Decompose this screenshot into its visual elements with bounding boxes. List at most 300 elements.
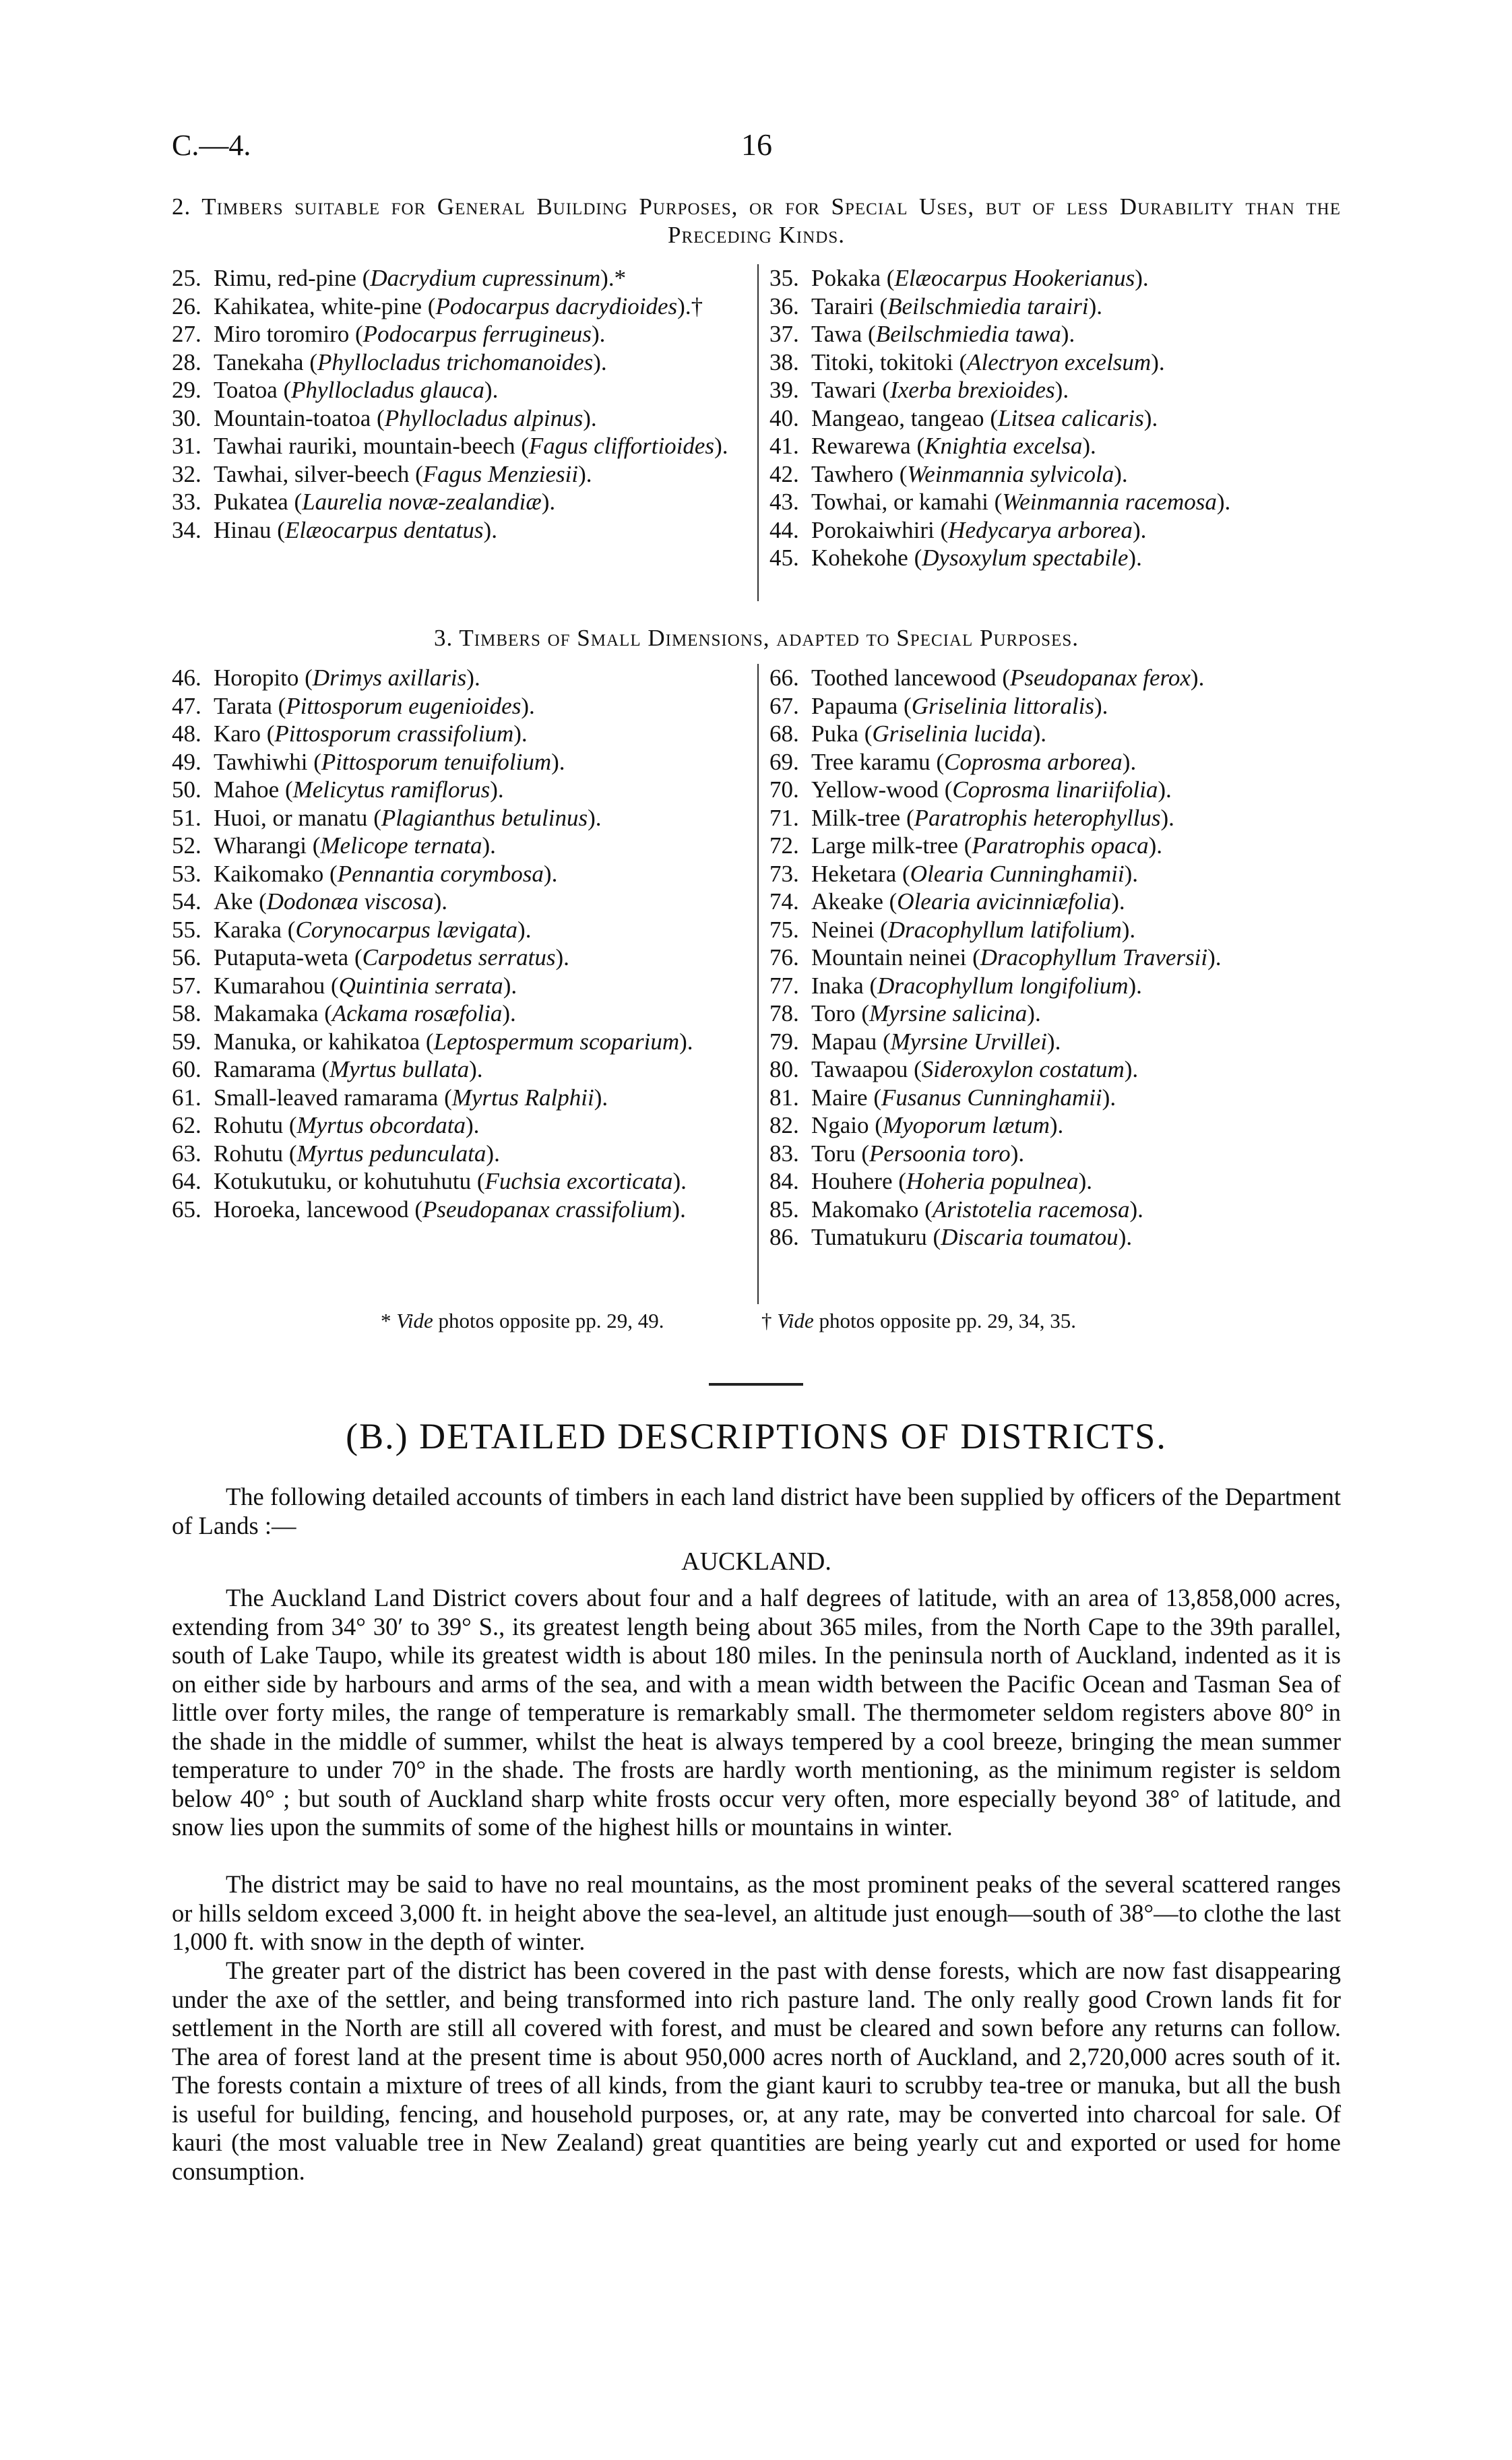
timber-entry: 42. Tawhero (Weinmannia sylvicola). [769, 460, 1128, 487]
entry-number: 37. [769, 321, 799, 347]
entry-suffix: . [600, 348, 607, 375]
common-name: Large milk-tree [811, 832, 958, 859]
timber-entry: 65. Horoeka, lancewood (Pseudopanax crassifolium). [172, 1196, 686, 1223]
common-name: Heketara [811, 860, 897, 887]
entry-suffix: . [473, 1112, 480, 1138]
scientific-name: Myrtus pedunculata [296, 1140, 486, 1167]
common-name: Akeake [811, 888, 883, 915]
entry-suffix: . [521, 720, 528, 747]
entry-number: 78. [769, 1000, 799, 1026]
entry-number: 27. [172, 321, 201, 347]
section-rule [709, 1383, 803, 1386]
common-name: Papauma [811, 692, 898, 719]
entry-number: 77. [769, 972, 799, 999]
timber-entry: 70. Yellow-wood (Coprosma linariifolia). [769, 776, 1172, 803]
timber-entry: 39. Tawari (Ixerba brexioides). [769, 377, 1069, 403]
entry-number: 57. [172, 972, 201, 999]
timber-entry: 85. Makomako (Aristotelia racemosa). [769, 1196, 1143, 1223]
common-name: Milk-tree [811, 804, 901, 831]
scientific-name: Podocarpus dacrydioides [435, 293, 678, 319]
scientific-name: Phyllocladus trichomanoides [317, 348, 594, 375]
common-name: Hinau [214, 516, 272, 543]
entry-suffix: . [1034, 1000, 1041, 1026]
common-name: Tarairi [811, 293, 874, 319]
common-name: Tumatukuru [811, 1224, 927, 1250]
entry-suffix: .* [608, 265, 627, 291]
entry-number: 80. [769, 1056, 799, 1082]
timber-entry: 31. Tawhai rauriki, mountain-beech (Fagus cliffortioides). [172, 433, 728, 459]
common-name: Rohutu [214, 1140, 284, 1167]
common-name: Tawari [811, 377, 877, 403]
common-name: Mountain neinei [811, 944, 967, 971]
entry-number: 75. [769, 916, 799, 943]
entry-suffix: . [1119, 888, 1125, 915]
scientific-name: Discaria toumatou [941, 1224, 1119, 1250]
entry-suffix: . [497, 776, 504, 803]
entry-suffix: . [1137, 1196, 1143, 1223]
entry-suffix: . [680, 1196, 686, 1223]
common-name: Pokaka [811, 265, 881, 291]
entry-number: 61. [172, 1084, 201, 1111]
scientific-name: Paratrophis heterophyllus [914, 804, 1161, 831]
section-2-heading: 2. Timbers suitable for General Building Purposes, or for Special Uses, but of less Durability than the Preceding Kinds. [172, 193, 1341, 248]
scientific-name: Pseudopanax ferox [1009, 665, 1191, 691]
timber-entry: 66. Toothed lancewood (Pseudopanax ferox). [769, 665, 1205, 691]
timber-entry: 59. Manuka, or kahikatoa (Leptospermum scoparium). [172, 1028, 693, 1055]
scientific-name: Fusanus Cunninghamii [881, 1084, 1102, 1111]
entry-suffix: . [1121, 460, 1128, 487]
timber-entry: 53. Kaikomako (Pennantia corymbosa). [172, 860, 558, 887]
entry-suffix: . [1136, 972, 1142, 999]
common-name: Kotukutuku, or kohutuhutu [214, 1168, 472, 1194]
entry-number: 41. [769, 433, 799, 459]
common-name: Kaikomako [214, 860, 324, 887]
entry-suffix: . [602, 1084, 608, 1111]
entry-number: 54. [172, 888, 201, 915]
scientific-name: Melicope ternata [320, 832, 482, 859]
common-name: Porokaiwhiri [811, 516, 935, 543]
timber-entry: 58. Makamaka (Ackama rosæfolia). [172, 1000, 516, 1026]
page-number: 16 [741, 127, 772, 162]
common-name: Tawaapou [811, 1056, 908, 1082]
entry-suffix: . [476, 1056, 483, 1082]
common-name: Toro [811, 1000, 856, 1026]
timber-entry: 51. Huoi, or manatu (Plagianthus betulinus). [172, 804, 602, 831]
entry-suffix: . [599, 321, 606, 347]
entry-suffix: . [687, 1028, 693, 1055]
entry-number: 72. [769, 832, 799, 859]
scientific-name: Pittosporum tenuifolium [321, 748, 552, 775]
entry-suffix: . [595, 804, 602, 831]
timber-entry: 45. Kohekohe (Dysoxylum spectabile). [769, 545, 1142, 571]
footnote-text: photos opposite pp. 29, 49. [438, 1309, 664, 1332]
entry-number: 31. [172, 433, 201, 459]
common-name: Huoi, or manatu [214, 804, 368, 831]
entry-suffix: . [551, 860, 558, 887]
scientific-name: Leptospermum scoparium [433, 1028, 680, 1055]
body-paragraph: The district may be said to have no real mountains, as the most prominent peaks of the several scattered ranges or hills seldom exceed 3,000 ft. in height above the sea-level, an altitude just enough—south of 38°—to clothe the last 1,000 ft. with snow in the depth of winter. [172, 1870, 1341, 1955]
entry-number: 67. [769, 692, 799, 719]
timber-entry: 57. Kumarahou (Quintinia serrata). [172, 972, 517, 999]
scientific-name: Carpodetus serratus [362, 944, 556, 971]
timber-entry: 25. Rimu, red-pine (Dacrydium cupressinum).* [172, 265, 627, 291]
entry-suffix: . [1142, 265, 1149, 291]
timber-entry: 44. Porokaiwhiri (Hedycarya arborea). [769, 516, 1147, 543]
timber-entry: 54. Ake (Dodonæa viscosa). [172, 888, 448, 915]
entry-number: 79. [769, 1028, 799, 1055]
scientific-name: Aristotelia racemosa [932, 1196, 1130, 1223]
entry-suffix: . [1040, 720, 1046, 747]
scientific-name: Melicytus ramiflorus [292, 776, 491, 803]
entry-suffix: . [1168, 804, 1174, 831]
entry-number: 38. [769, 348, 799, 375]
scientific-name: Olearia avicinniæfolia [897, 888, 1112, 915]
timber-entry: 27. Miro toromiro (Podocarpus ferrugineus). [172, 321, 606, 347]
scientific-name: Litsea calicaris [997, 404, 1144, 431]
entry-suffix: . [1018, 1140, 1025, 1167]
entry-number: 29. [172, 377, 201, 403]
common-name: Makomako [811, 1196, 919, 1223]
common-name: Putaputa-weta [214, 944, 349, 971]
common-name: Tawhai rauriki, mountain-beech [214, 433, 515, 459]
timber-entry: 50. Mahoe (Melicytus ramiflorus). [172, 776, 504, 803]
entry-number: 81. [769, 1084, 799, 1111]
entry-number: 52. [172, 832, 201, 859]
scientific-name: Myrtus bullata [329, 1056, 470, 1082]
entry-suffix: . [1057, 1112, 1064, 1138]
entry-suffix: . [1063, 377, 1069, 403]
section-3-heading: 3. Timbers of Small Dimensions, adapted to Special Purposes. [434, 625, 1079, 651]
entry-number: 47. [172, 692, 201, 719]
scientific-name: Elæocarpus Hookerianus [894, 265, 1135, 291]
body-paragraph: The Auckland Land District covers about four and a half degrees of latitude, with an area of 13,858,000 acres, extending from 34° 30′ to 39° S., its greatest length being about 365 miles, from the North Cape to the 39th parallel, south of Lake Taupo, while its greatest width is about 180 miles. In the peninsula north of Auckland, indented as it is on either side by harbours and arms of the sea, and with a mean width between the Pacific Ocean and Tasman Sea of little over forty miles, the range of temperature is remarkably small. The thermometer seldom registers above 80° in the shade in the middle of summer, whilst the heat is always tempered by a cool breeze, bringing the mean summer temperature to under 70° in the shade. The frosts are hardly worth mentioning, as the minimum register is seldom below 40° ; but south of Auckland sharp white frosts occur very often, more especially beyond 38° of latitude, and snow lies upon the summits of some of the highest hills or mountains in winter. [172, 1584, 1341, 1841]
timber-entry: 72. Large milk-tree (Paratrophis opaca). [769, 832, 1162, 859]
entry-suffix: . [441, 888, 448, 915]
common-name: Tarata [214, 692, 272, 719]
scientific-name: Persoonia toro [869, 1140, 1011, 1167]
common-name: Kahikatea, white-pine [214, 293, 422, 319]
entry-suffix: . [590, 404, 597, 431]
timber-entry: 55. Karaka (Corynocarpus lævigata). [172, 916, 532, 943]
scientific-name: Fuchsia excorticata [484, 1168, 673, 1194]
entry-number: 30. [172, 404, 201, 431]
entry-suffix: . [1090, 433, 1096, 459]
timber-entry: 64. Kotukutuku, or kohutuhutu (Fuchsia excorticata). [172, 1168, 687, 1194]
entry-number: 85. [769, 1196, 799, 1223]
scientific-name: Weinmannia sylvicola [907, 460, 1114, 487]
scientific-name: Hedycarya arborea [948, 516, 1133, 543]
common-name: Horoeka, lancewood [214, 1196, 409, 1223]
scientific-name: Coprosma linariifolia [952, 776, 1158, 803]
scientific-name: Alectryon excelsum [967, 348, 1152, 375]
timber-entry: 73. Heketara (Olearia Cunninghamii). [769, 860, 1139, 887]
scientific-name: Griselinia littoralis [911, 692, 1094, 719]
common-name: Toothed lancewood [811, 665, 997, 691]
common-name: Mangeao, tangeao [811, 404, 984, 431]
common-name: Karo [214, 720, 261, 747]
scientific-name: Myrsine Urvillei [890, 1028, 1047, 1055]
common-name: Karaka [214, 916, 282, 943]
scientific-name: Corynocarpus lævigata [295, 916, 518, 943]
entry-suffix: . [1158, 348, 1165, 375]
entry-suffix: . [1132, 860, 1139, 887]
column-divider [757, 664, 759, 1304]
entry-suffix: . [1140, 516, 1147, 543]
common-name: Ramarama [214, 1056, 316, 1082]
entry-suffix: . [511, 972, 517, 999]
entry-suffix: . [1166, 776, 1172, 803]
entry-number: 39. [769, 377, 799, 403]
timber-entry: 41. Rewarewa (Knightia excelsa). [769, 433, 1096, 459]
scientific-name: Drimys axillaris [312, 665, 467, 691]
entry-number: 66. [769, 665, 799, 691]
entry-suffix: . [491, 516, 497, 543]
entry-suffix: . [549, 489, 556, 515]
scientific-name: Podocarpus ferrugineus [363, 321, 592, 347]
entry-number: 86. [769, 1224, 799, 1250]
footnote-mark: † [761, 1309, 772, 1332]
scientific-name: Myrtus Ralphii [451, 1084, 594, 1111]
common-name: Towhai, or kamahi [811, 489, 988, 515]
common-name: Small-leaved ramarama [214, 1084, 439, 1111]
footnote [381, 1309, 664, 1333]
timber-entry: 67. Papauma (Griselinia littoralis). [769, 692, 1108, 719]
common-name: Mahoe [214, 776, 280, 803]
intro-paragraph: The following detailed accounts of timbers in each land district have been supplied by officers of the Department of Lands :— [172, 1483, 1341, 1539]
entry-number: 46. [172, 665, 201, 691]
timber-entry: 37. Tawa (Beilschmiedia tawa). [769, 321, 1075, 347]
timber-entry: 74. Akeake (Olearia avicinniæfolia). [769, 888, 1125, 915]
common-name: Mountain-toatoa [214, 404, 371, 431]
common-name: Toru [811, 1140, 856, 1167]
entry-number: 83. [769, 1140, 799, 1167]
common-name: Neinei [811, 916, 875, 943]
timber-entry: 33. Pukatea (Laurelia novæ-zealandiæ). [172, 489, 556, 515]
timber-entry: 43. Towhai, or kamahi (Weinmannia racemosa). [769, 489, 1231, 515]
common-name: Makamaka [214, 1000, 319, 1026]
common-name: Tawa [811, 321, 862, 347]
timber-entry: 29. Toatoa (Phyllocladus glauca). [172, 377, 499, 403]
entry-number: 48. [172, 720, 201, 747]
common-name: Miro toromiro [214, 321, 350, 347]
timber-entry: 56. Putaputa-weta (Carpodetus serratus). [172, 944, 569, 971]
section-b-heading: (B.) DETAILED DESCRIPTIONS OF DISTRICTS. [346, 1416, 1167, 1456]
entry-number: 69. [769, 748, 799, 775]
entry-number: 84. [769, 1168, 799, 1194]
entry-number: 32. [172, 460, 201, 487]
timber-entry: 28. Tanekaha (Phyllocladus trichomanoides). [172, 348, 607, 375]
entry-number: 26. [172, 293, 201, 319]
scientific-name: Ackama rosæfolia [332, 1000, 503, 1026]
scientific-name: Coprosma arborea [943, 748, 1123, 775]
entry-number: 71. [769, 804, 799, 831]
entry-number: 25. [172, 265, 201, 291]
timber-entry: 62. Rohutu (Myrtus obcordata). [172, 1112, 480, 1138]
timber-entry: 36. Tarairi (Beilschmiedia tarairi). [769, 293, 1103, 319]
entry-number: 73. [769, 860, 799, 887]
entry-suffix: . [1152, 404, 1158, 431]
entry-number: 49. [172, 748, 201, 775]
entry-number: 64. [172, 1168, 201, 1194]
entry-number: 58. [172, 1000, 201, 1026]
entry-suffix: . [1198, 665, 1205, 691]
scientific-name: Weinmannia racemosa [1002, 489, 1217, 515]
scientific-name: Paratrophis opaca [972, 832, 1149, 859]
timber-entry: 30. Mountain-toatoa (Phyllocladus alpinus). [172, 404, 597, 431]
entry-number: 33. [172, 489, 201, 515]
timber-entry: 48. Karo (Pittosporum crassifolium). [172, 720, 528, 747]
common-name: Tawhai, silver-beech [214, 460, 410, 487]
entry-suffix: . [1156, 832, 1162, 859]
entry-suffix: . [563, 944, 569, 971]
scientific-name: Ixerba brexioides [890, 377, 1055, 403]
common-name: Rewarewa [811, 433, 911, 459]
timber-entry: 71. Milk-tree (Paratrophis heterophyllus). [769, 804, 1174, 831]
scientific-name: Beilschmiedia tarairi [887, 293, 1089, 319]
timber-entry: 80. Tawaapou (Sideroxylon costatum). [769, 1056, 1139, 1082]
timber-entry: 40. Mangeao, tangeao (Litsea calicaris). [769, 404, 1158, 431]
timber-entry: 49. Tawhiwhi (Pittosporum tenuifolium). [172, 748, 565, 775]
timber-entry: 79. Mapau (Myrsine Urvillei). [769, 1028, 1061, 1055]
entry-number: 40. [769, 404, 799, 431]
common-name: Tawhero [811, 460, 893, 487]
timber-entry: 38. Titoki, tokitoki (Alectryon excelsum). [769, 348, 1165, 375]
common-name: Toatoa [214, 377, 278, 403]
common-name: Ngaio [811, 1112, 869, 1138]
entry-number: 55. [172, 916, 201, 943]
entry-suffix: . [528, 692, 535, 719]
common-name: Maire [811, 1084, 868, 1111]
section-2-right-column [769, 264, 1342, 572]
common-name: Pukatea [214, 489, 288, 515]
timber-entry: 32. Tawhai, silver-beech (Fagus Menziesii). [172, 460, 592, 487]
common-name: Manuka, or kahikatoa [214, 1028, 420, 1055]
entry-number: 43. [769, 489, 799, 515]
common-name: Tree karamu [811, 748, 931, 775]
entry-number: 59. [172, 1028, 201, 1055]
timber-entry: 61. Small-leaved ramarama (Myrtus Ralphii). [172, 1084, 608, 1111]
timber-entry: 34. Hinau (Elæocarpus dentatus). [172, 516, 497, 543]
scientific-name: Hoheria populnea [906, 1168, 1079, 1194]
footnote-vide: Vide [777, 1309, 814, 1332]
timber-entry: 83. Toru (Persoonia toro). [769, 1140, 1025, 1167]
scientific-name: Dysoxylum spectabile [922, 545, 1129, 571]
scientific-name: Myrsine salicina [869, 1000, 1028, 1026]
district-heading: AUCKLAND. [681, 1547, 831, 1576]
section-3-right-column [769, 664, 1342, 1252]
entry-suffix: . [1130, 748, 1137, 775]
entry-suffix: . [722, 433, 728, 459]
entry-suffix: . [1069, 321, 1075, 347]
entry-suffix: . [681, 1168, 687, 1194]
common-name: Kumarahou [214, 972, 325, 999]
section-2-left-column [172, 264, 748, 544]
entry-suffix: . [586, 460, 592, 487]
entry-suffix: . [492, 377, 499, 403]
scientific-name: Pennantia corymbosa [337, 860, 544, 887]
entry-suffix: . [490, 832, 496, 859]
entry-number: 74. [769, 888, 799, 915]
entry-number: 82. [769, 1112, 799, 1138]
entry-number: 36. [769, 293, 799, 319]
entry-suffix: . [509, 1000, 516, 1026]
entry-suffix: . [494, 1140, 500, 1167]
common-name: Kohekohe [811, 545, 908, 571]
timber-entry: 82. Ngaio (Myoporum lætum). [769, 1112, 1064, 1138]
scientific-name: Fagus cliffortioides [528, 433, 715, 459]
scientific-name: Sideroxylon costatum [921, 1056, 1125, 1082]
timber-entry: 68. Puka (Griselinia lucida). [769, 720, 1046, 747]
column-divider [757, 264, 759, 601]
timber-entry: 60. Ramarama (Myrtus bullata). [172, 1056, 483, 1082]
timber-entry: 35. Pokaka (Elæocarpus Hookerianus). [769, 265, 1149, 291]
timber-entry: 69. Tree karamu (Coprosma arborea). [769, 748, 1137, 775]
scientific-name: Elæocarpus dentatus [284, 516, 484, 543]
entry-suffix: . [474, 665, 480, 691]
common-name: Yellow-wood [811, 776, 939, 803]
common-name: Tawhiwhi [214, 748, 308, 775]
entry-number: 70. [769, 776, 799, 803]
entry-number: 68. [769, 720, 799, 747]
scientific-name: Plagianthus betulinus [381, 804, 588, 831]
timber-entry: 63. Rohutu (Myrtus pedunculata). [172, 1140, 500, 1167]
scientific-name: Olearia Cunninghamii [910, 860, 1125, 887]
common-name: Horopito [214, 665, 299, 691]
common-name: Rimu, red-pine [214, 265, 356, 291]
entry-number: 65. [172, 1196, 201, 1223]
timber-entry: 52. Wharangi (Melicope ternata). [172, 832, 496, 859]
entry-suffix: . [1126, 1224, 1133, 1250]
footnote [761, 1309, 1076, 1333]
entry-number: 42. [769, 460, 799, 487]
scientific-name: Dacrydium cupressinum [370, 265, 601, 291]
common-name: Mapau [811, 1028, 877, 1055]
entry-number: 28. [172, 348, 201, 375]
timber-entry: 26. Kahikatea, white-pine (Podocarpus dacrydioides).† [172, 293, 703, 319]
entry-number: 50. [172, 776, 201, 803]
entry-suffix: . [1224, 489, 1231, 515]
entry-suffix: . [1110, 1084, 1116, 1111]
entry-number: 35. [769, 265, 799, 291]
entry-number: 44. [769, 516, 799, 543]
scientific-name: Beilschmiedia tawa [875, 321, 1061, 347]
scientific-name: Knightia excelsa [924, 433, 1083, 459]
scientific-name: Pittosporum crassifolium [274, 720, 514, 747]
common-name: Houhere [811, 1168, 893, 1194]
scientific-name: Laurelia novæ-zealandiæ [302, 489, 542, 515]
scientific-name: Griselinia lucida [872, 720, 1033, 747]
section-3-left-column [172, 664, 748, 1223]
entry-number: 51. [172, 804, 201, 831]
footnote-mark: * [381, 1309, 391, 1332]
entry-suffix: . [1054, 1028, 1061, 1055]
scientific-name: Quintinia serrata [338, 972, 503, 999]
common-name: Rohutu [214, 1112, 284, 1138]
entry-number: 62. [172, 1112, 201, 1138]
scientific-name: Pittosporum eugenioides [286, 692, 522, 719]
timber-entry: 77. Inaka (Dracophyllum longifolium). [769, 972, 1142, 999]
entry-suffix: . [1102, 692, 1108, 719]
entry-number: 34. [172, 516, 201, 543]
footnote-vide: Vide [396, 1309, 433, 1332]
entry-suffix: . [1086, 1168, 1092, 1194]
timber-entry: 86. Tumatukuru (Discaria toumatou). [769, 1224, 1133, 1250]
entry-number: 45. [769, 545, 799, 571]
entry-suffix: . [1129, 916, 1136, 943]
timber-entry: 78. Toro (Myrsine salicina). [769, 1000, 1041, 1026]
entry-suffix: .† [685, 293, 703, 319]
timber-entry: 46. Horopito (Drimys axillaris). [172, 665, 480, 691]
